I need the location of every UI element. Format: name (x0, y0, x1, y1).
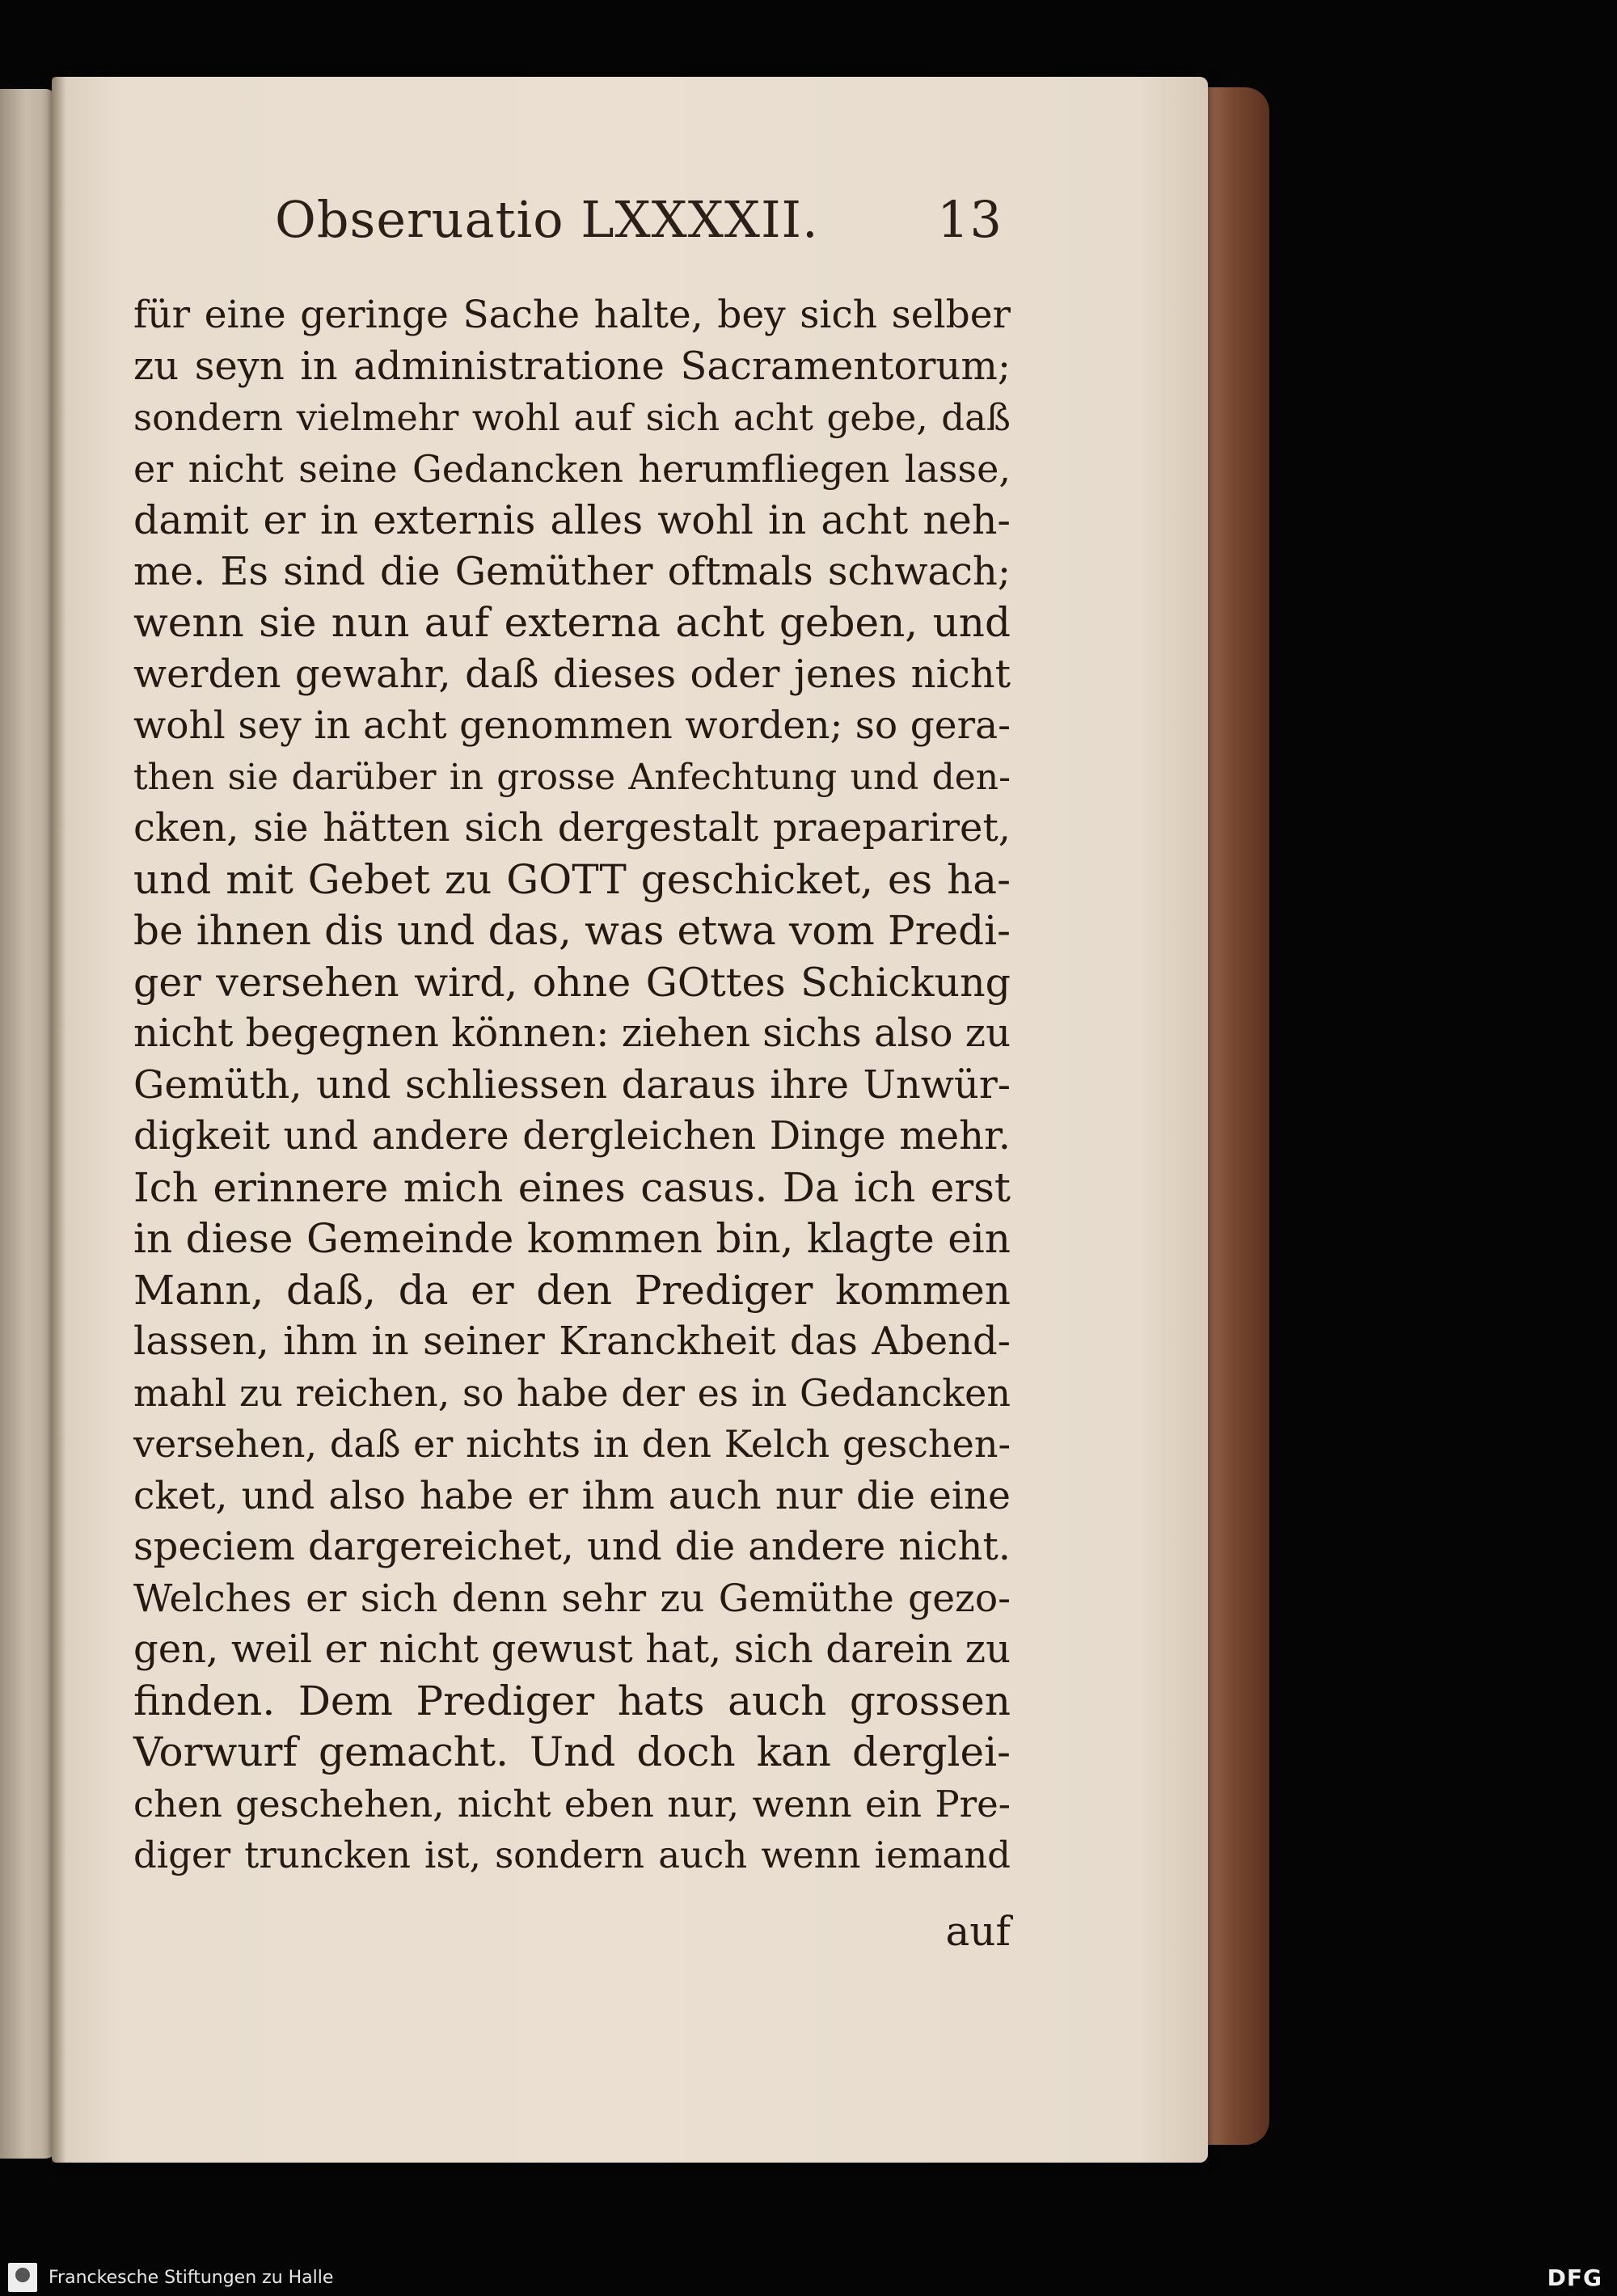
text-line: gen, weil er nicht gewust hat, sich darein zu (133, 1627, 1011, 1672)
footer-bar (0, 2260, 1617, 2296)
text-line: Welches er sich denn sehr zu Gemüthe gezo- (133, 1576, 1011, 1621)
text-line: werden gewahr, daß dieses oder jenes nicht (133, 651, 1011, 697)
text-line: Ich erinnere mich eines casus. Da ich erst (133, 1163, 1011, 1211)
text-line: sondern vielmehr wohl auf sich acht gebe, daß (133, 396, 1011, 439)
page-header (275, 190, 1003, 263)
text-line: cket, und also habe er ihm auch nur die eine (133, 1473, 1011, 1518)
text-line: chen geschehen, nicht eben nur, wenn ein Pre- (133, 1782, 1011, 1825)
text-line: digkeit und andere dergleichen Dinge mehr. (133, 1113, 1011, 1159)
text-line: und mit Gebet zu GOTT geschicket, es ha- (133, 855, 1011, 903)
running-title: Obseruatio LXXXXII. (275, 190, 819, 249)
text-line: me. Es sind die Gemüther oftmals schwach; (133, 548, 1011, 594)
text-line: versehen, daß er nichts in den Kelch geschen- (133, 1422, 1011, 1466)
text-line: finden. Dem Prediger hats auch grossen (133, 1677, 1011, 1724)
text-line: be ihnen dis und das, was etwa vom Predi- (133, 907, 1011, 954)
catchword: auf (945, 1908, 1011, 1955)
text-line: ger versehen wird, ohne GOttes Schickung (133, 959, 1011, 1006)
text-line: für eine geringe Sache halte, bey sich selber (133, 293, 1011, 337)
text-line: Mann, daß, da er den Prediger kommen (133, 1266, 1011, 1314)
body-text (133, 289, 1011, 1881)
institution-logo-icon (8, 2263, 37, 2292)
text-line: diger truncken ist, sondern auch wenn iemand (133, 1834, 1011, 1876)
text-line: cken, sie hätten sich dergestalt praepariret, (133, 805, 1011, 850)
text-line: lassen, ihm in seiner Kranckheit das Abend- (133, 1319, 1011, 1364)
text-line: er nicht seine Gedancken herumfliegen lasse, (133, 446, 1011, 491)
text-line: then sie darüber in grosse Anfechtung und den- (133, 756, 1011, 798)
text-line: nicht begegnen können: ziehen sichs also zu (133, 1011, 1011, 1056)
text-line: Vorwurf gemacht. Und doch kan derglei- (133, 1728, 1011, 1775)
text-line: Gemüth, und schliessen daraus ihre Unwür- (133, 1061, 1011, 1108)
text-line: zu seyn in administratione Sacramentorum; (133, 343, 1011, 389)
text-line: wenn sie nun auf externa acht geben, und (133, 599, 1011, 646)
page-gutter (52, 77, 66, 2163)
facing-page-edge (0, 89, 57, 2159)
text-line: damit er in externis alles wohl in acht neh- (133, 497, 1011, 543)
text-line: speciem dargereichet, und die andere nicht. (133, 1524, 1011, 1569)
source-label: Franckesche Stiftungen zu Halle (49, 2268, 334, 2288)
dfg-logo: DFG (1547, 2264, 1602, 2291)
text-line: mahl zu reichen, so habe der es in Gedancken (133, 1370, 1011, 1415)
text-line: in diese Gemeinde kommen bin, klagte ein (133, 1215, 1011, 1262)
text-line: wohl sey in acht genommen worden; so gera- (133, 703, 1011, 748)
page-number: 13 (937, 190, 1003, 249)
